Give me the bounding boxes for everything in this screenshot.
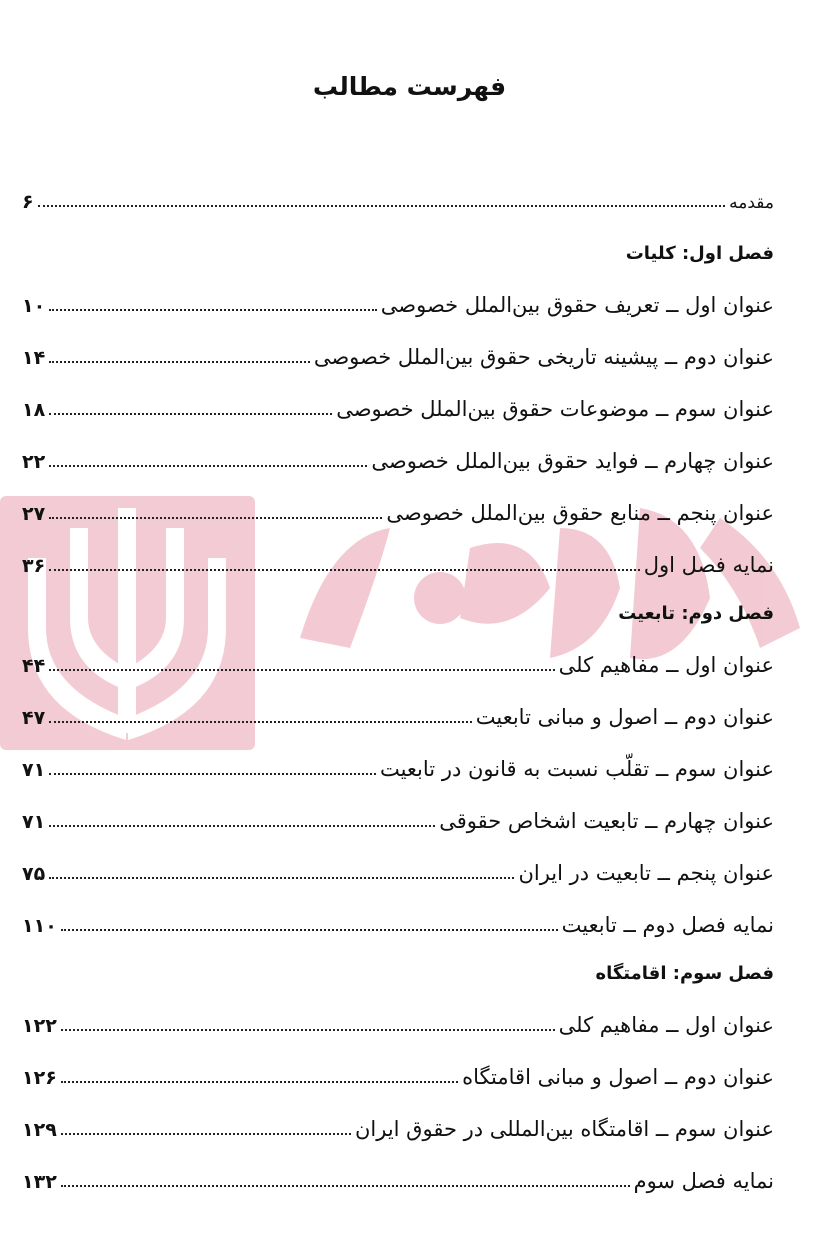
toc-entry xyxy=(22,740,774,780)
toc-entry xyxy=(22,844,774,884)
toc-entry-label: نمایه فصل دوم ــ تابعیت xyxy=(561,913,774,937)
toc-entry-page: ۱۲۹ xyxy=(22,1119,57,1141)
toc-entry-label: عنوان پنجم ــ تابعیت در ایران xyxy=(518,861,774,885)
toc-entry-page: ۴۷ xyxy=(22,707,46,729)
toc-entry-page: ۱۱۰ xyxy=(22,915,57,937)
toc-entry xyxy=(22,896,774,936)
dot-leader xyxy=(38,205,726,207)
dot-leader xyxy=(49,825,435,827)
chapter-heading-2: فصل دوم: تابعیت xyxy=(618,603,774,624)
toc-entry-label: نمایه فصل سوم xyxy=(633,1169,774,1193)
toc-entry-intro xyxy=(22,172,774,212)
toc-entry xyxy=(22,1100,774,1140)
chapter-heading-3: فصل سوم: اقامتگاه xyxy=(595,963,774,984)
toc-entry-label: عنوان چهارم ــ فواید حقوق بین‌الملل خصوصی xyxy=(371,449,774,473)
toc-entry-page: ۱۳۲ xyxy=(22,1171,57,1193)
dot-leader xyxy=(49,309,377,311)
dot-leader xyxy=(61,1133,351,1135)
toc-entry-page: ۶ xyxy=(22,191,34,213)
dot-leader xyxy=(49,669,554,671)
toc-entry xyxy=(22,432,774,472)
dot-leader xyxy=(49,361,310,363)
toc-entry-label: عنوان چهارم ــ تابعیت اشخاص حقوقی xyxy=(439,809,774,833)
toc-entry xyxy=(22,996,774,1036)
toc-entry-label: عنوان سوم ــ تقلّب نسبت به قانون در تابعیت xyxy=(379,757,774,781)
dot-leader xyxy=(61,1029,555,1031)
dot-leader xyxy=(61,1185,630,1187)
toc-entry-label: عنوان پنجم ــ منابع حقوق بین‌الملل خصوصی xyxy=(386,501,774,525)
toc-entry-page: ۷۵ xyxy=(22,863,46,885)
dot-leader xyxy=(61,1081,458,1083)
toc-entry-label: عنوان اول ــ مفاهیم کلی xyxy=(558,1013,774,1037)
toc-entry-page: ۲۲ xyxy=(22,451,46,473)
toc-entry-page: ۱۲۲ xyxy=(22,1015,57,1037)
toc-entry-page: ۷۱ xyxy=(22,811,46,833)
dot-leader xyxy=(49,465,367,467)
toc-entry-label: عنوان دوم ــ پیشینه تاریخی حقوق بین‌الملل خصوصی xyxy=(313,345,774,369)
toc-entry xyxy=(22,536,774,576)
toc-entry-page: ۴۴ xyxy=(22,655,46,677)
toc-entry-label: عنوان اول ــ تعریف حقوق بین‌الملل خصوصی xyxy=(380,293,774,317)
toc-entry-page: ۱۲۶ xyxy=(22,1067,57,1089)
toc-entry-page: ۲۷ xyxy=(22,503,46,525)
toc-entry-page: ۱۸ xyxy=(22,399,46,421)
toc-entry-label: عنوان دوم ــ اصول و مبانی تابعیت xyxy=(475,705,774,729)
dot-leader xyxy=(49,413,332,415)
dot-leader xyxy=(49,569,640,571)
toc-entry xyxy=(22,380,774,420)
toc-entry-label: عنوان سوم ــ اقامتگاه بین‌المللی در حقوق ایران xyxy=(354,1117,774,1141)
dot-leader xyxy=(61,929,558,931)
dot-leader xyxy=(49,877,514,879)
toc-entry xyxy=(22,792,774,832)
toc-entry-label: عنوان سوم ــ موضوعات حقوق بین‌الملل خصوصی xyxy=(336,397,774,421)
toc-entry xyxy=(22,688,774,728)
toc-entry-page: ۷۱ xyxy=(22,759,46,781)
toc-entry-page: ۳۶ xyxy=(22,555,46,577)
page-title: فهرست مطالب xyxy=(312,72,507,101)
toc-entry xyxy=(22,328,774,368)
toc-entry xyxy=(22,1152,774,1192)
toc-entry xyxy=(22,484,774,524)
dot-leader xyxy=(49,517,382,519)
toc-entry xyxy=(22,276,774,316)
toc-entry-label: عنوان دوم ــ اصول و مبانی اقامتگاه xyxy=(462,1065,774,1089)
dot-leader xyxy=(49,721,472,723)
toc-entry-label: عنوان اول ــ مفاهیم کلی xyxy=(558,653,774,677)
dot-leader xyxy=(49,773,376,775)
toc-entry xyxy=(22,636,774,676)
toc-entry-label: مقدمه xyxy=(729,193,774,213)
toc-entry-label: نمایه فصل اول xyxy=(643,553,774,577)
toc-entry-page: ۱۴ xyxy=(22,347,46,369)
toc-entry xyxy=(22,1048,774,1088)
chapter-heading-1: فصل اول: کلیات xyxy=(625,243,774,264)
toc-entry-page: ۱۰ xyxy=(22,295,46,317)
